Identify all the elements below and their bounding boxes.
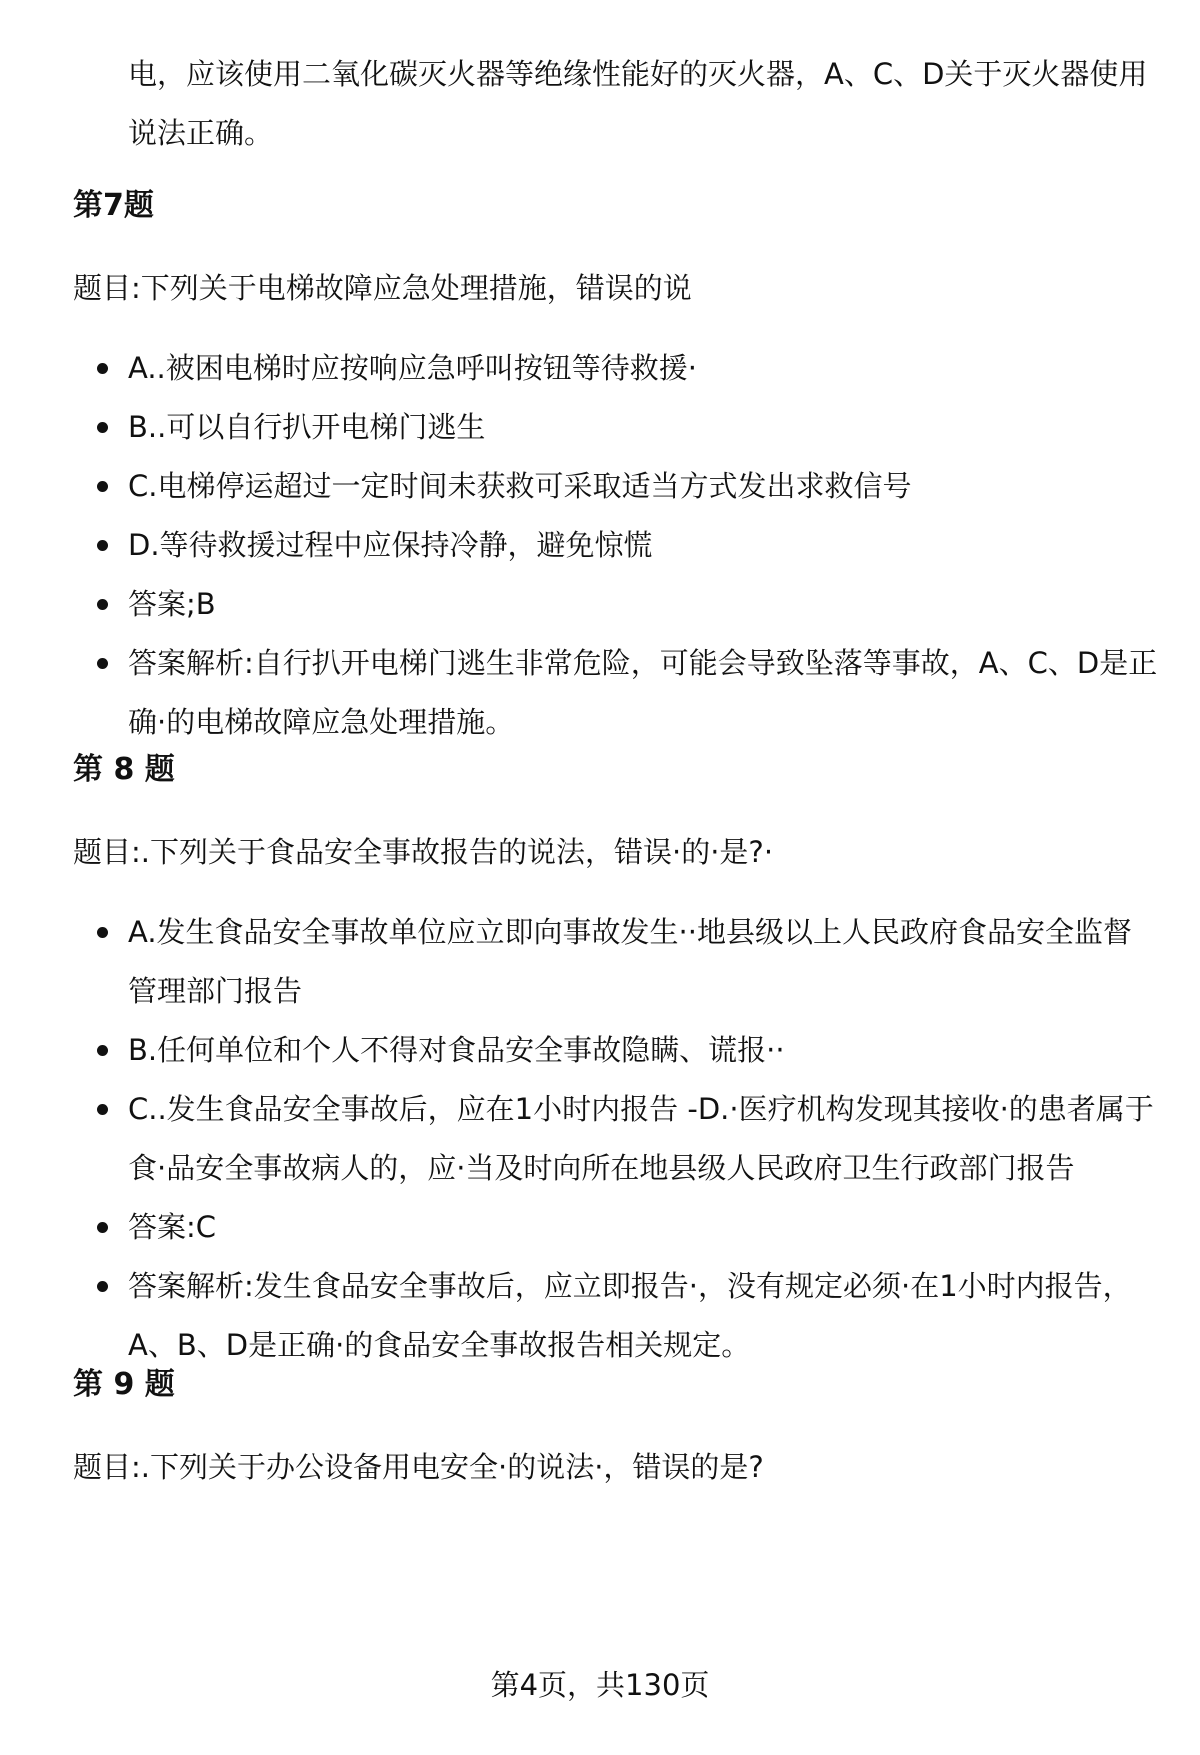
option-b-text: B..可以自行扒开电梯门逃生 xyxy=(128,410,486,444)
option-c-text: C.电梯停运超过一定时间未获救可采取适当方式发出求救信号 xyxy=(128,469,912,503)
bullet-icon xyxy=(97,422,108,433)
answer-text: 答案:C xyxy=(128,1210,217,1244)
list-item xyxy=(0,634,1158,752)
question-8-options xyxy=(0,903,1200,1375)
list-item xyxy=(0,516,1158,575)
question-7-heading: 第7题 xyxy=(73,188,154,223)
list-item xyxy=(0,575,1158,634)
list-item xyxy=(0,1257,1158,1375)
list-item xyxy=(0,339,1158,398)
explanation-text: 答案解析:发生食品安全事故后，应立即报告·，没有规定必须·在1小时内报告，A、B、D是正确·的食品安全事故报告相关规定。 xyxy=(128,1269,1132,1362)
question-9-prompt: 题目:.下列关于办公设备用电安全·的说法·，错误的是? xyxy=(73,1450,764,1484)
bullet-icon xyxy=(97,481,108,492)
bullet-icon xyxy=(97,540,108,551)
question-7-prompt: 题目:下列关于电梯故障应急处理措施，错误的说 xyxy=(73,271,692,305)
answer-text: 答案;B xyxy=(128,587,216,621)
list-item xyxy=(0,1080,1158,1198)
question-8-prompt: 题目:.下列关于食品安全事故报告的说法，错误·的·是?· xyxy=(73,835,774,869)
option-a-text: A.发生食品安全事故单位应立即向事故发生··地县级以上人民政府食品安全监督管理部门报告 xyxy=(128,915,1132,1008)
bullet-icon xyxy=(97,363,108,374)
option-cd-text: C..发生食品安全事故后，应在1小时内报告 -D.·医疗机构发现其接收·的患者属于食·品安全事故病人的，应·当及时向所在地县级人民政府卫生行政部门报告 xyxy=(128,1092,1154,1185)
option-a-text: A..被困电梯时应按响应急呼叫按钮等待救援· xyxy=(128,351,697,385)
bullet-icon xyxy=(97,927,108,938)
bullet-icon xyxy=(97,599,108,610)
question-9-heading: 第 9 题 xyxy=(73,1367,175,1402)
question-8-heading: 第 8 题 xyxy=(73,752,175,787)
option-d-text: D.等待救援过程中应保持冷静，避免惊慌 xyxy=(128,528,653,562)
bullet-icon xyxy=(97,1222,108,1233)
bullet-icon xyxy=(97,1104,108,1115)
explanation-text: 答案解析:自行扒开电梯门逃生非常危险，可能会导致坠落等事故，A、C、D是正确·的电梯故障应急处理措施。 xyxy=(128,646,1158,739)
list-item xyxy=(0,457,1158,516)
bullet-icon xyxy=(97,1281,108,1292)
continuation-text: 电，应该使用二氧化碳灭火器等绝缘性能好的灭火器，A、C、D关于灭火器使用说法正确。 xyxy=(128,57,1148,150)
question-7-options xyxy=(0,339,1200,752)
list-item xyxy=(0,1021,1158,1080)
page-footer: 第4页，共130页 xyxy=(490,1668,710,1702)
option-b-text: B.任何单位和个人不得对食品安全事故隐瞒、谎报·· xyxy=(128,1033,785,1067)
list-item xyxy=(0,903,1158,1021)
list-item xyxy=(0,1198,1158,1257)
bullet-icon xyxy=(97,658,108,669)
list-item xyxy=(0,398,1158,457)
bullet-icon xyxy=(97,1045,108,1056)
